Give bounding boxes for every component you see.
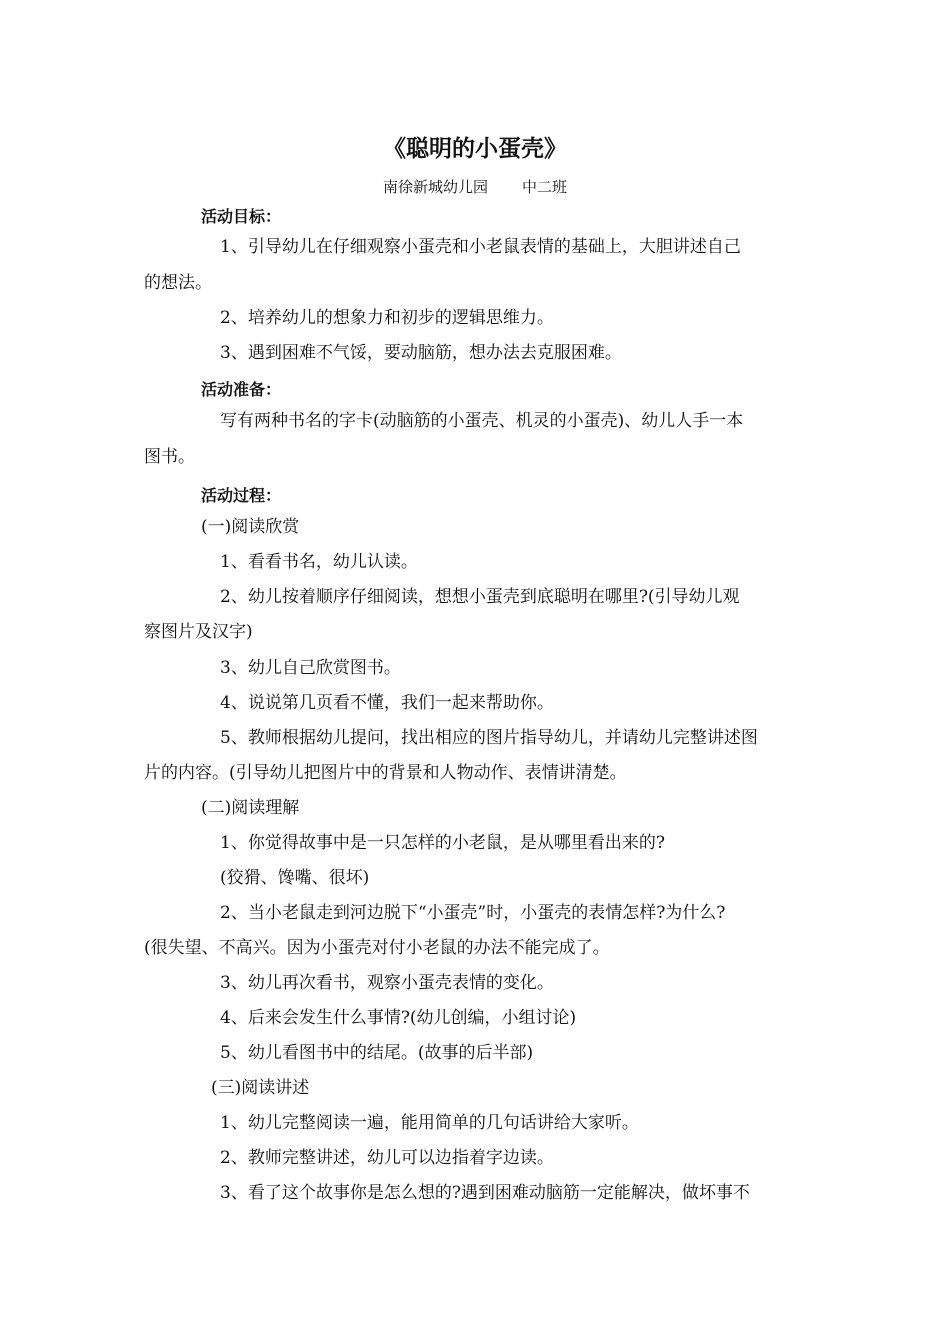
- paragraph-line: 片的内容。(引导幼儿把图片中的背景和人物动作、表情讲清楚。: [144, 763, 627, 783]
- section-heading: (二)阅读理解: [201, 798, 300, 818]
- goal-heading: 活动目标：: [201, 207, 282, 226]
- paragraph-line: 4、后来会发生什么事情?(幼儿创编，小组讨论): [220, 1008, 577, 1028]
- school-name: 南徐新城幼儿园: [382, 178, 488, 196]
- paragraph-line: 3、幼儿自己欣赏图书。: [220, 658, 401, 678]
- paragraph-line: 图书。: [144, 447, 195, 467]
- paragraph-line: 3、幼儿再次看书，观察小蛋壳表情的变化。: [220, 973, 554, 993]
- prep-heading: 活动准备：: [201, 380, 282, 399]
- paragraph-line: 4、说说第几页看不懂，我们一起来帮助你。: [220, 693, 554, 713]
- paragraph-line: 2、教师完整讲述，幼儿可以边指着字边读。: [220, 1148, 554, 1168]
- paragraph-line: 2、培养幼儿的想象力和初步的逻辑思维力。: [220, 308, 554, 328]
- section-heading: (一)阅读欣赏: [201, 517, 300, 537]
- paragraph-line: 3、遇到困难不气馁，要动脑筋，想办法去克服困难。: [220, 343, 622, 363]
- paragraph-line: (狡猾、馋嘴、很坏): [220, 868, 370, 888]
- paragraph-line: 1、你觉得故事中是一只怎样的小老鼠，是从哪里看出来的?: [220, 833, 665, 853]
- paragraph-line: 写有两种书名的字卡(动脑筋的小蛋壳、机灵的小蛋壳)、幼儿人手一本: [220, 411, 744, 431]
- section-heading: (三)阅读讲述: [211, 1078, 310, 1098]
- paragraph-line: 察图片及汉字): [144, 622, 253, 642]
- paragraph-line: 1、引导幼儿在仔细观察小蛋壳和小老鼠表情的基础上，大胆讲述自己: [220, 237, 741, 257]
- paragraph-line: 2、当小老鼠走到河边脱下“小蛋壳”时，小蛋壳的表情怎样?为什么?: [220, 903, 726, 923]
- class-name: 中二班: [522, 178, 568, 196]
- paragraph-line: 1、看看书名，幼儿认读。: [220, 552, 418, 572]
- paragraph-line: 3、看了这个故事你是怎么想的?遇到困难动脑筋一定能解决，做坏事不: [220, 1183, 750, 1203]
- process-heading: 活动过程：: [201, 486, 282, 505]
- paragraph-line: 的想法。: [144, 273, 212, 293]
- paragraph-line: (很失望、不高兴。因为小蛋壳对付小老鼠的办法不能完成了。: [144, 938, 610, 958]
- document-subtitle: [0, 176, 950, 197]
- paragraph-line: 5、幼儿看图书中的结尾。(故事的后半部): [220, 1043, 534, 1063]
- document-title: 《聪明的小蛋壳》: [383, 136, 567, 162]
- paragraph-line: 2、幼儿按着顺序仔细阅读，想想小蛋壳到底聪明在哪里?(引导幼儿观: [220, 587, 740, 607]
- paragraph-line: 5、教师根据幼儿提问，找出相应的图片指导幼儿，并请幼儿完整讲述图: [220, 728, 758, 748]
- paragraph-line: 1、幼儿完整阅读一遍，能用简单的几句话讲给大家听。: [220, 1113, 639, 1133]
